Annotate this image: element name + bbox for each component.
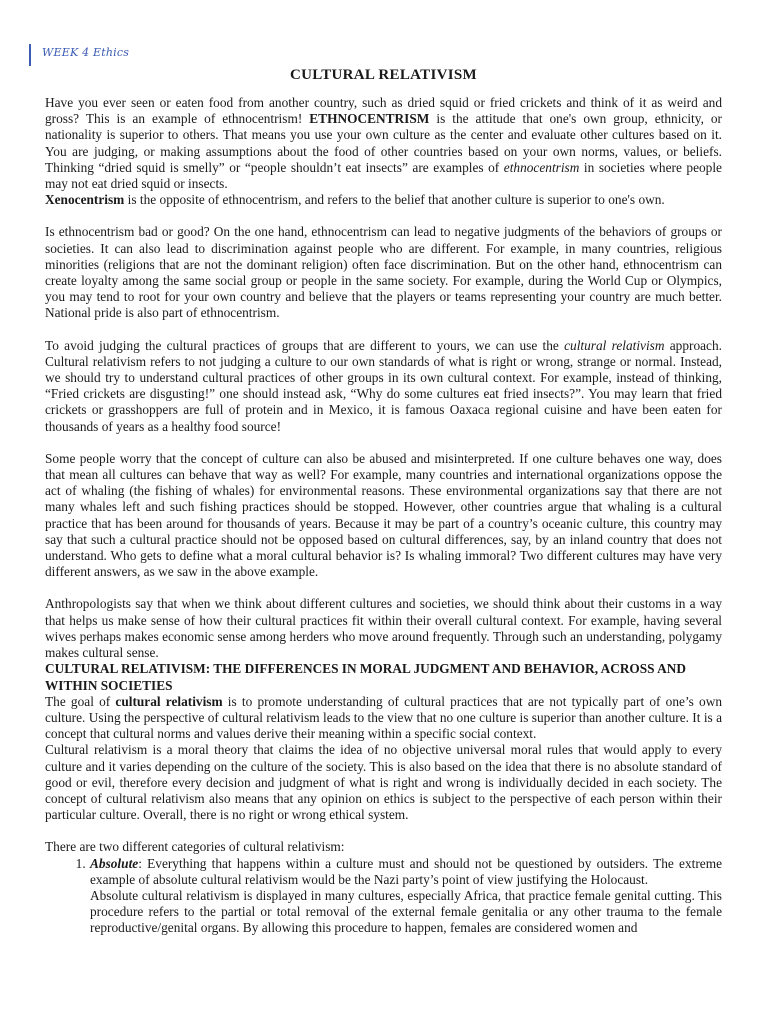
bold-term: Xenocentrism (45, 192, 125, 208)
bold-italic-term: Absolute (90, 855, 139, 871)
paragraph-good-or-bad: Is ethnocentrism bad or good? On the one hand, ethnocentrism can lead to negative judgments of the behaviors of groups or societies. It can also lead to discrimination against people who are different. For example, in many countries, religious minorities (religions that are not the dominant religion) often face discrimination. But on the other hand, ethnocentrism can create loyalty among the same social group or people in the same society. For example, during the World Cup or Olympics, you may tend to root for your own country and believe that the players or teams representing your country are much better. National pride is also part of ethnocentrism. (45, 224, 722, 321)
text-run: To avoid judging the cultural practices of groups that are different to yours, we can use the (45, 337, 565, 353)
week-label: WEEK 4 Ethics (42, 46, 130, 59)
text-run: is to promote understanding of cultural practices that are not typically part of one’s own culture. Using the perspective of cultural relativism leads to the view that no one culture is superior than another culture. It is a concept that cultural norms and values derive their meaning within a specific social context. (45, 693, 723, 742)
section-heading: CULTURAL RELATIVISM: THE DIFFERENCES IN MORAL JUDGMENT AND BEHAVIOR, ACROSS AND WITHIN SOCIETIES (45, 661, 686, 693)
list-item (89, 856, 722, 937)
text-run: approach. Cultural relativism refers to not judging a culture to our own standards of what is right or wrong, strange or normal. Instead, we should try to understand cultural practices of other groups in its own cultural context. For example, instead of thinking, “Fried crickets are disgusting!” one should instead ask, “Why do some cultures eat fried insects?”. You may learn that fried crickets or grasshoppers are full of protein and in Mexico, it is famous Oaxaca regional cuisine and have been eaten for thousands of years as a healthy food source! (45, 337, 722, 434)
paragraph-whaling: Some people worry that the concept of culture can also be abused and misinterpreted. If one culture behaves one way, does that mean all cultures can behave that way as well? For example, many countries and international organizations oppose the act of whaling (the fishing of whales) for environmental reasons. These environmental organizations say that there are not many whales left and such fishing practices should be stopped. However, other countries argue that whaling is a cultural practice that has been around for thousands of years. Because it may be part of a country’s oceanic culture, this country may say that such a cultural practice should not be opposed based on cultural differences, say, by an inland country that does not understand. Who gets to define what a moral cultural behavior is? Is whaling immoral? Two different cultures may have very different answers, as we saw in the above example. (45, 450, 722, 580)
bold-term: cultural relativism (115, 693, 223, 709)
paragraph-xenocentrism (45, 192, 722, 208)
text-run: : Everything that happens within a culture must and should not be questioned by outsiders. The extreme example of absolute cultural relativism would be the Nazi party’s point of view justifying the Holocaust. (90, 855, 722, 887)
text-run: Absolute cultural relativism is displayed in many cultures, especially Africa, that practice female genital cutting. This procedure refers to the partial or total removal of the external female genitalia or any other trauma to the female reproductive/genital organs. By allowing this procedure to happen, females are considered women and (90, 887, 722, 936)
paragraph-moral-theory: Cultural relativism is a moral theory that claims the idea of no objective universal moral rules that would apply to every culture and it varies depending on the culture of the society. This is also based on the idea that there is no absolute standard of good or evil, therefore every decision and judgment of what is right and wrong is individually decided in each society. The concept of cultural relativism also means that any opinion on ethics is subject to the perspective of each person within their particular culture. Overall, there is no right or wrong ethical system. (45, 742, 722, 823)
italic-term: cultural relativism (564, 337, 665, 353)
text-run: Have you ever seen or eaten food from another country, such as dried squid or fried crickets and think of it as weird and gross? This is an example of ethnocentrism! (45, 95, 722, 127)
paragraph-goal (45, 694, 722, 743)
text-run: in societies where people may not eat dried squid or insects. (45, 159, 722, 192)
paragraph-categories-intro: There are two different categories of cultural relativism: (45, 839, 345, 855)
paragraph-anthropologists: Anthropologists say that when we think about different cultures and societies, we should think about their customs in a way that helps us make sense of how their cultural practices fit within their overall cultural context. For example, having several wives perhaps makes economic sense among herders who move around frequently. Through such an understanding, polygamy makes cultural sense. (45, 596, 722, 661)
bold-term: ETHNOCENTRISM (309, 111, 430, 127)
document-body (45, 67, 722, 937)
categories-list (45, 856, 722, 937)
paragraph-ethnocentrism (45, 95, 722, 192)
text-run: is the opposite of ethnocentrism, and refers to the belief that another culture is superior to one's own. (124, 192, 665, 208)
margin-bar (29, 44, 31, 66)
text-run: is the attitude that one's own group, ethnicity, or nationality is superior to others. That means you use your own culture as the center and evaluate other cultures based on it. You are judging, or making assumptions about the food of other countries based on your own norms, values, or beliefs. Thinking “dried squid is smelly” or “people shouldn’t eat insects” are examples of (45, 111, 722, 175)
document-title: CULTURAL RELATIVISM (290, 67, 477, 83)
italic-term: ethnocentrism (503, 159, 580, 175)
paragraph-cultural-relativism-approach (45, 338, 722, 435)
text-run: The goal of (45, 693, 116, 709)
